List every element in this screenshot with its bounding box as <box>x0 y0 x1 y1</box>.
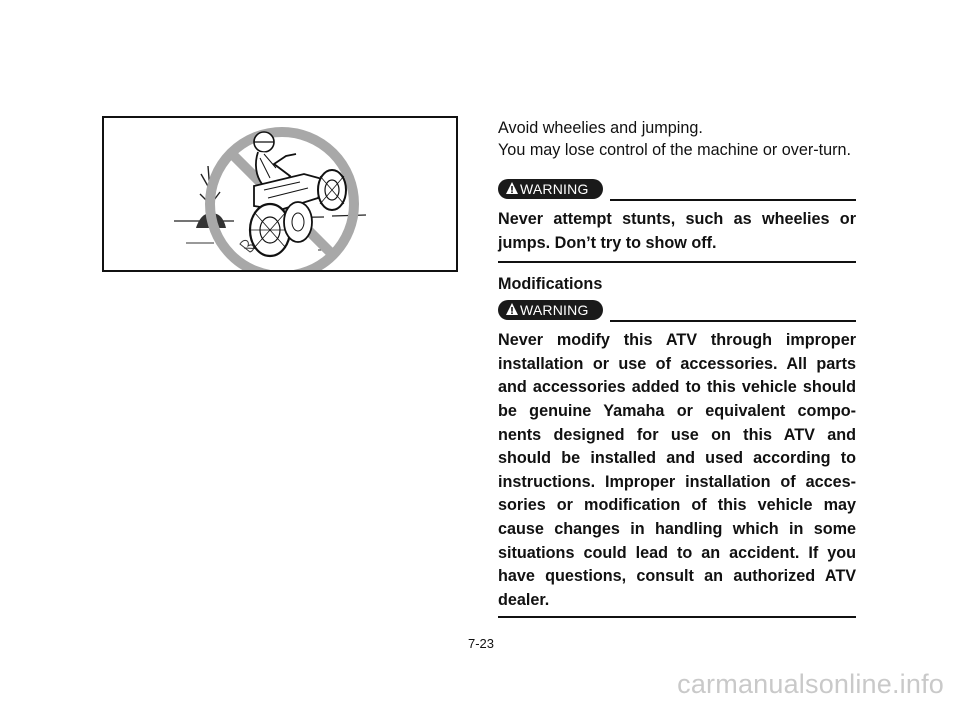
prohibited-atv-wheelie-illustration <box>104 118 456 270</box>
warning-header-rule <box>610 199 856 201</box>
warning-header-1 <box>498 177 856 201</box>
warning-label: WARNING <box>520 181 589 197</box>
warning-end-rule-2 <box>498 616 856 618</box>
warning-badge <box>498 300 603 320</box>
warning-label: WARNING <box>520 302 589 319</box>
watermark: carmanualsonline.info <box>677 669 944 699</box>
warning-text-2: Never modify this ATV through improper installation or use of accessories. All parts and accessories added to this vehicle should be genuine Yamaha or equivalent compo-nents designed for use on this ATV and should be installed and used according to instructions. Improper installation of acces-sories or modification of this vehicle may cause changes in handling which in some situations could lead to an accident. If you have questions, consult an authorized ATV dealer. <box>498 331 856 609</box>
page-number: 7-23 <box>467 636 495 651</box>
warning-text-1: Never attempt stunts, such as wheelies or jumps. Don’t try to show off. <box>498 210 856 252</box>
text-column <box>498 118 856 618</box>
intro-text-line2: You may lose control of the machine or over-turn. <box>498 141 852 159</box>
intro-text-line1: Avoid wheelies and jumping. <box>498 119 703 137</box>
warning-header-rule <box>610 320 856 322</box>
warning-badge <box>498 179 603 199</box>
warning-triangle-icon <box>505 181 519 195</box>
warning-header-2 <box>498 298 856 322</box>
warning-triangle-icon <box>505 302 519 316</box>
section-heading-modifications: Modifications <box>498 275 603 294</box>
illustration-frame <box>102 116 458 272</box>
